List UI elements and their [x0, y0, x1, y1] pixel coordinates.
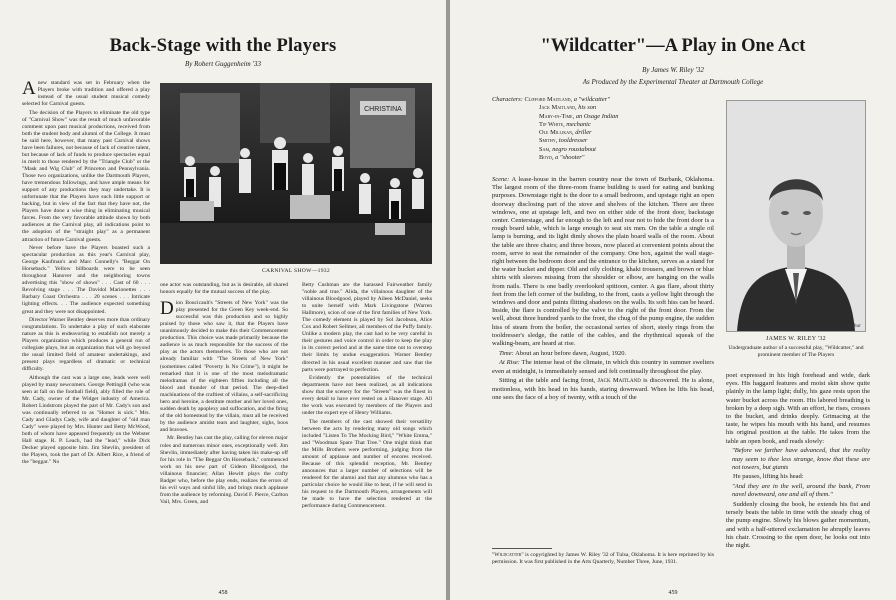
left-col3-para-1: Betty Cushman are the harassed Fairweather family "noble and true." Alida, the villainous daughter of the villainous Bloodgood, played by Aileen McDaniel, seeks to unite herself with Mark Livingstone (Warren Hallmore), scion of one of the first families of New York. The comedy element is played by Sol Jacobson, Alice Cox and Robert Sellmer, all members of the Puffy family. Unlike a modern play, the cast had to be very careful in their gestures and voice control in order to keep the play in its correct period and at the same time not to overstep their limits by undue exaggeration. Warner Bentley directed in his usual excellent manner and saw that the parts were portrayed to perfection. [302, 282, 432, 373]
left-col3-para-2: Evidently the potentialities of the technical departments have not been realized, as all indications show that the scenery for the "Streets" was the finest in every detail to have ever rested on a Hanover stage. All the work was executed by members of the Players and under the expert eye of Henry Williams. [302, 375, 432, 417]
stage-sign-text: CHRISTINA [364, 106, 402, 113]
character-row: Boyd, a "shooter" [539, 154, 585, 162]
drop-cap-d: D [160, 298, 174, 320]
right-page [450, 0, 896, 600]
carnival-show-photo [160, 83, 432, 264]
left-column-3 [302, 282, 432, 572]
left-col1-para-4: Director Warner Bentley deserves more than ordinary congratulations. To undertake a play of such elaborate nature as this is endeavoring to establish not merely a Players organization which produces a general run of collegiate plays, but an organization that will go beyond the usual limited field of amateur undertakings, and present plays regardless of dramatic or technical difficulty. [22, 317, 150, 373]
character-row: Characters: Clifford Maitland, a "wildcatter" [492, 96, 610, 103]
left-byline: By Robert Guggenheim '33 [185, 60, 261, 68]
quote-2: "And they are in the well, around the bank, From navel downward, one and all of them." [732, 483, 870, 499]
right-page-number: 459 [668, 590, 678, 596]
copyright-footnote: "Wildcatter" is copyrighted by James W. Riley '32 of Tulsa, Oklahoma. It is here reprinted by his permission. It was first published in the Arts Quarterly, Number Three, June, 1931. [492, 552, 714, 565]
at-rise-paragraph: At Rise: The intense heat of the climate, in which this country in summer swelters even at midnight, is immediately sensed and felt continually throughout the play. [492, 359, 714, 375]
right-byline: By James W. Riley '32 [642, 66, 704, 74]
right-column-2 [726, 372, 870, 582]
footnote-rule [492, 548, 552, 549]
left-col1-para-1: Anew standard was set in February when the Players broke with tradition and offered a play instead of the usual student musical comedy selected for Carnival guests. [22, 80, 150, 108]
left-col2-intro: one actor was outstanding, but as is desirable, all shared honors equally for the mutual success of the play. [160, 282, 288, 296]
left-article-title: Back-Stage with the Players [109, 36, 337, 56]
carnival-show-photo-image [160, 83, 432, 264]
left-col2-para-1: Dion Boucicault's "Streets of New York" was the play presented for the Green Key week-end. So successful was this production and so highly praised by those who saw it, that the Players have unanimously decided to make this their Commencement production. This choice was made primarily because the audience is as much responsible for the success of the play as the actors themselves. To those who are not already familiar with "The Streets of New York" (sometimes called "Poverty Is No Crime"), it might be remarked that it is one of the most melodramatic melodramas of the eighteen fifties including all the blood and thunder of that period. The deep-died machinations of the craftiest of villains, a self-sacrificing hero and heroine, a destitute mother and her loved ones, sudden death by apoplexy and suffocation, and the firing of the old homestead by the villain, must all be received by the audience amidst tears and laughter, sighs, boos and bravoes. [160, 298, 288, 433]
character-row: Ole Millikan, driller [539, 129, 592, 137]
character-row: Sam, negro roustabout [539, 145, 596, 153]
left-column-1 [22, 80, 150, 572]
photo-credit: Arthur [847, 324, 861, 329]
character-row: Mary-in-Time, an Osage Indian [539, 112, 619, 120]
portrait-caption-name: JAMES W. RILEY '32 [766, 336, 826, 342]
col2-para-1: poet expressed in his high forehead and wide, dark eyes. His haggard features and moist skin show quite plainly in the lamp light; dully, his gaze rests upon the water bucket across the room. His labored breathing is broken by a deep sigh. With an effort, he rises, crosses to the bucket, and drinks deeply. Grimacing at the taste, he wipes his mouth with his hand, and resumes his original position at the table. He takes from the table an open book, and reads slowly: [726, 372, 870, 445]
left-col3-para-3: The members of the cast showed their versatility between the acts by rendering many old songs which included "Listen To The Mocking Bird," "White Emma," and "Woodman Spare That Tree." One might think that the Mills Brothers were performing, judging from the amount of applause and number of encores received. Because of this splendid reception, Mr. Bentley announces that a larger number of selections will be rendered for the alumni and that any alumnus who has a particular choice he would like to hear, if he will send in his request to the Dartmouth Players, arrangements will be made to have the selection rendered at the performance during Commencement. [302, 418, 432, 510]
character-row: Jack Maitland, his son [539, 104, 597, 112]
scene-paragraph: Scene: A lease-house in the barren country near the town of Burbank, Oklahoma. The largest room of the three-room frame building is used for eating and bunking purposes. Downstage right is the door to a small bedroom, and upstage right an open doorway disclosing part of the stove and shelves of the kitchen. There are three windows, one at upstage left, and two on either side of the front door, backstage center. Centerstage, and far enough to the left and rear not to hide the front door is a rough board table, which is large enough to seat six men. On the table a single oil lamp is burning, and its light dimly shows the plain board walls of the room. About the table are three chairs; and three boxes, now placed at convenient points about the room, serve to seat the remainder of the company. One box, against the wall stage-right between the bedroom door and the entrance to the kitchen, serves as a stand for the water bucket and dipper. Old and oily clothing, khaki trousers, and brown or blue shirts with sleeves missing from the shoulder or elbow, are hanging on the walls from nails. There is one badly overlooked spittoon, center. A gas flare, about thirty feet from the left corner of the building, to the front, casts a yellow light through the windows and door and paints flitting shadows on the walls. Its soft hiss can be heard. Inside, the flare is controlled by the valve to the right of the front door. From the well, about three hundred yards to the front, the chug of the pump engine, the sudden hiss of steam from the boiler, the occasional series of short, steely rings from the tooldresser's sledge, the rattle of the cables, and the rhythmical squeak of the walking-beam, are heard at rise. [492, 176, 714, 348]
left-col1-para-5: Although the cast was a large one, leads were well played by many newcomers. George Pettingill (who was seen at fall on the football field), ably filled the role of Mr. Cady, owner of the Widget industry of America. Robert Lindstrom played the part of Mr. Cady's son and was continually referred to as "Homer is sick." Mrs. Cady and Gladys Cady, wife and daughter of "old man Cady" were played by Mrs. Hunter and Betty McWood, both of whom have appeared frequently on the Webster Hall stage. R. P. Leach, had the "lead," while Dick Decker played opposite him. Jim Shevlin, president of the Players, took the part of Dr. Albert Rice, a friend of the "beggar." No [22, 374, 150, 466]
right-main-column [492, 176, 714, 548]
character-row: Tip White, mechanic [539, 120, 591, 128]
characters-list [492, 96, 712, 162]
pause-line: He pauses, lifting his head: [733, 473, 804, 481]
produced-by-line: As Produced by the Experimental Theater at Dartmouth College [582, 78, 764, 86]
drop-cap-a: A [22, 80, 36, 99]
time-paragraph: Time: About an hour before dawn, August, 1920. [499, 349, 627, 357]
left-page [0, 0, 446, 600]
characters-label: Characters: [492, 96, 523, 103]
photo-caption: CARNIVAL SHOW—1932 [261, 268, 331, 274]
left-col2-para-2: Mr. Bentley has cast the play, calling for eleven major roles and numerous minor ones, exceptionally well. Jim Shevlin, immediately after having taken his make-up off for his role in "The Beggar On Horseback," commenced work on his new part of Gideon Bloodgood, the villainous financier; Allan Hewitt plays the crafty Badger who, before the play ends, realizes the errors of his evil ways and sinful life, and brings much applause from the audience by reforming. David F. Pierce, Carlton Vail, Mrs. Green, and [160, 435, 288, 505]
sitting-paragraph: Sitting at the table and facing front, Jack Maitland is discovered. He is alone, motionless, with his head in his hands, staring downward. When he lifts his head, one sees the face of a boy of twenty, with a touch of the [492, 377, 714, 401]
left-col1-para-3: Never before have the Players boasted such a spectacular production as this year's Carnival play, George Kaufman's and Marc Connelly's "Beggar On Horseback." Yellow billboards were to be seen throughout Hanover and the neighboring towns advertising this "show of shows" . . . Cast of 60 . . . Revolving stage . . . The Davidol Marionettes . . . Barbary Coast Orchestra . . . 20 scenes . . . Intricate lighting effects. . . The audience expected something great and they were not disappointed. [22, 245, 150, 315]
col2-para-2: Suddenly closing the book, he extends his fist and tersely beats the table in time with the steady chug of the pump engine. Slowly his blows gather momentum, and with a half-uttered exclamation he abruptly leaves his chair. Crossing to the open door, he looks out into the night. [726, 501, 870, 550]
left-col1-para-2: The decision of the Players to eliminate the old type of "Carnival Show" was the result of much unfavorable comment upon past musical productions, received from both the student body and alumni of the College. It must be said here, however, that many past Carnival shows have been failures, not because of lack of creative talent, but because of lack of funds to produce spectacles equal in merit to those rendered by the "Triangle Club" or the "Mask and Wig Club" of Princeton and Pennsylvania. Those two organizations, unlike the Dartmouth Players, have tremendous followings, and have ample means for support of any productions they may undertake. It is unfortunate that the Players have such little support or backing, but in view of the fact that they have not, the Players have done a wise thing in eliminating musical farces. From the very favorable attitude shown by both audiences at the Carnival play, all indications point to the adoption of the "straight play" as a permanent attraction of future Carnival guests. [22, 109, 150, 243]
portrait-caption-desc: Undergraduate author of a successful play, "Wildcatter," and prominent member of The Players [728, 345, 864, 358]
quote-1: "Before we farther have advanced, that the reality may seem to thee less strange, know that these are not towers, but giants [732, 447, 870, 471]
character-row: Smithy, tooldresser [539, 137, 588, 145]
right-article-title: "Wildcatter"—A Play in One Act [540, 36, 806, 56]
left-page-number: 458 [218, 590, 228, 596]
author-portrait-image [727, 101, 865, 331]
author-portrait [726, 100, 866, 332]
left-column-2 [160, 282, 288, 572]
